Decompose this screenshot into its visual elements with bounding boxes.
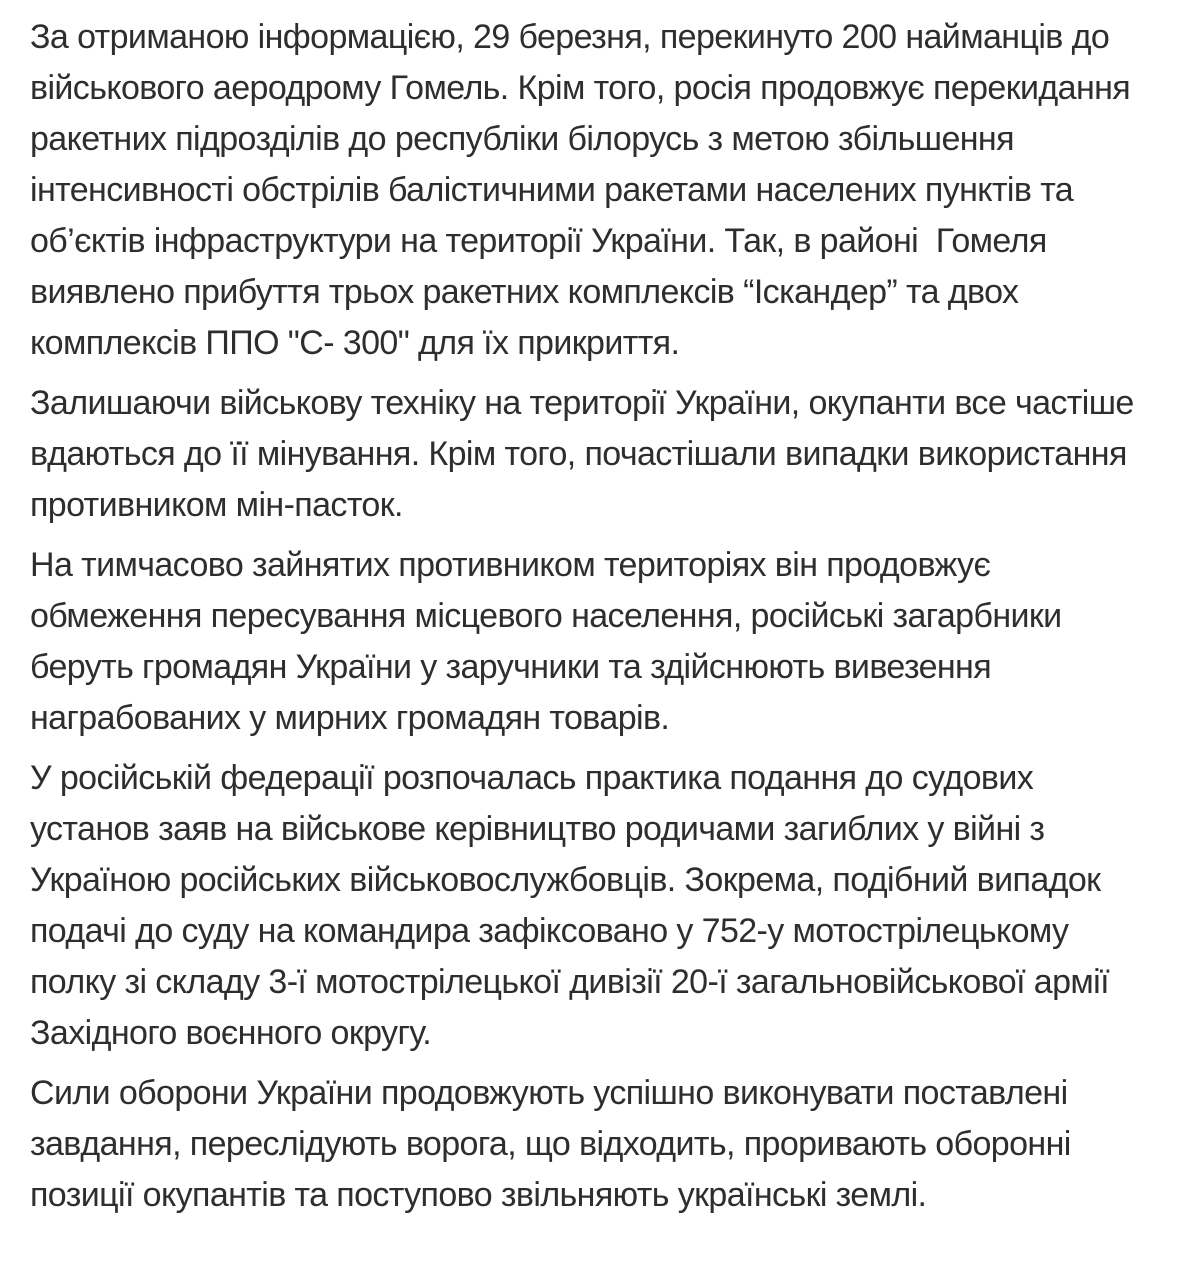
paragraph-mining-equipment: Залишаючи військову техніку на території України, окупанти все частіше вдаються до її мінування. Крім того, почастішали випадки використання противником мін-пасток. (30, 384, 1143, 524)
paragraph-court-claims: У російській федерації розпочалась практика подання до судових установ заяв на військове керівництво родичами загиблих у війні з Україною російських військовослужбовців. Зокрема, подібний випадок подачі до суду на командира зафіксовано у 752-у мотострілецькому полку зі складу 3-ї мотострілецької дивізії 20-ї загальновійськової армії Західного воєнного округу. (30, 759, 1118, 1052)
paragraph-troop-transfer: За отриманою інформацією, 29 березня, перекинуто 200 найманців до військового аеродрому Гомель. Крім того, росія продовжує перекидання ракетних підрозділів до республіки білорусь з метою збільшення інтенсивності обстрілів балістичними ракетами населених пунктів та об’єктів інфраструктури на території України. Так, в районі Гомеля виявлено прибуття трьох ракетних комплексів “Іскандер” та двох комплексів ППО "С- 300" для їх прикриття. (30, 18, 1139, 362)
paragraph-defense-forces: Сили оборони України продовжують успішно виконувати поставлені завдання, переслідують ворога, що відходить, проривають оборонні позиції окупантів та поступово звільняють українські землі. (30, 1074, 1080, 1214)
paragraph-occupied-territories: На тимчасово зайнятих противником територіях він продовжує обмеження пересування місцевого населення, російські загарбники беруть громадян України у заручники та здійснюють вивезення награбованих у мирних громадян товарів. (30, 546, 1071, 737)
